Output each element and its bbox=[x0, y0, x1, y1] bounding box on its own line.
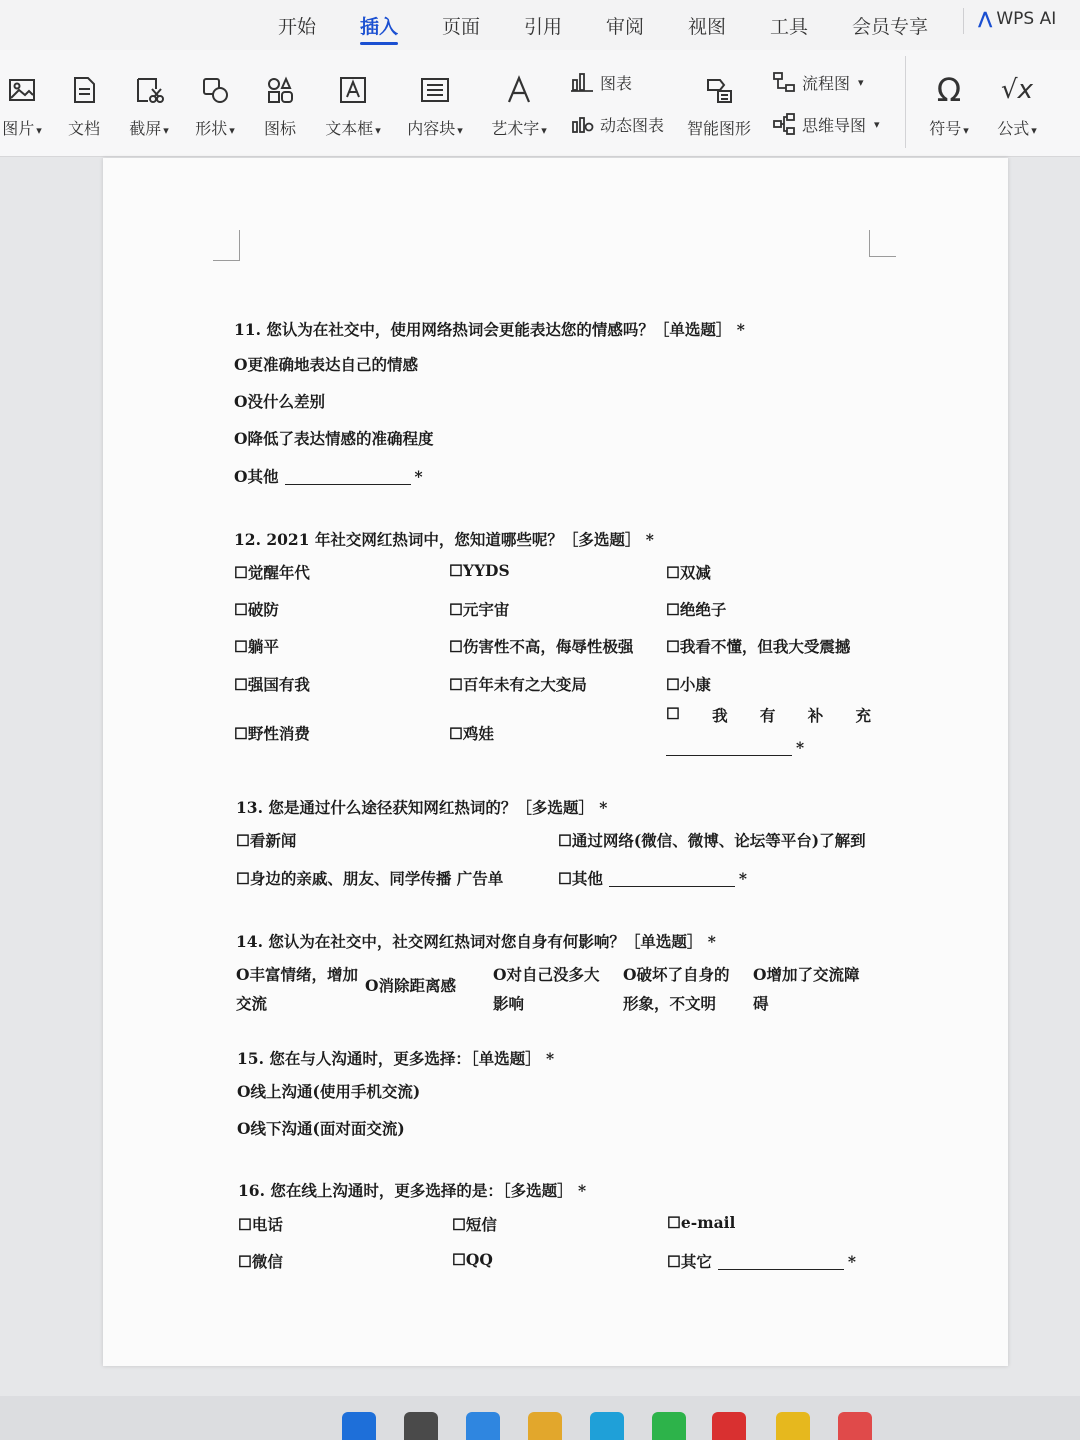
q12-option[interactable]: ☐野性消费 bbox=[234, 724, 310, 743]
q11-other-input[interactable] bbox=[285, 484, 411, 485]
q11-option-4-label: O其他 bbox=[234, 467, 279, 486]
q15-option-1[interactable]: O线上沟通(使用手机交流) bbox=[237, 1082, 421, 1101]
q15-option-2[interactable]: O线下沟通(面对面交流) bbox=[237, 1119, 405, 1138]
tab-home[interactable]: 开始 bbox=[278, 16, 317, 38]
q16-other-label: ☐其它 bbox=[667, 1252, 712, 1271]
q13-option[interactable]: ☐通过网络(微信、微博、论坛等平台)了解到 bbox=[558, 831, 866, 850]
q12-option[interactable]: ☐破防 bbox=[234, 600, 279, 619]
q14-option-3-line2: 影响 bbox=[493, 994, 525, 1013]
shape-label: 形状 bbox=[195, 119, 228, 138]
dynamic-chart-label: 动态图表 bbox=[600, 115, 665, 135]
taskbar bbox=[0, 1396, 1080, 1440]
q16-option[interactable]: ☐微信 bbox=[238, 1252, 283, 1271]
mindmap-label: 思维导图 bbox=[802, 115, 867, 135]
custom-char: 充 bbox=[855, 706, 871, 725]
required-star: * bbox=[796, 738, 805, 757]
shape-button[interactable]: 形状 ▾ bbox=[190, 74, 240, 139]
icon-label: 图标 bbox=[263, 119, 296, 138]
insert-toolbar bbox=[0, 50, 1080, 157]
picture-icon bbox=[6, 74, 38, 106]
wps-ai-logo-icon: ⋀ bbox=[978, 9, 993, 29]
q12-option[interactable]: ☐百年未有之大变局 bbox=[449, 675, 587, 694]
tab-review[interactable]: 审阅 bbox=[606, 16, 645, 38]
q13-option[interactable]: ☐看新闻 bbox=[236, 831, 297, 850]
tab-member[interactable]: 会员专享 bbox=[852, 16, 929, 38]
q14-option-3[interactable] bbox=[493, 960, 600, 1018]
required-star: * bbox=[738, 869, 748, 888]
custom-char: 我 bbox=[712, 706, 728, 725]
textbox-button[interactable]: 文本框 ▾ bbox=[320, 74, 386, 139]
mindmap-button[interactable]: 思维导图 ▾ bbox=[772, 112, 880, 136]
document-label: 文档 bbox=[67, 119, 100, 138]
content-block-label: 内容块 bbox=[407, 119, 456, 138]
question-14-title: 14. 您认为在社交中，社交网红热词对您自身有何影响？［单选题］ * bbox=[236, 932, 716, 951]
smart-graphic-button[interactable] bbox=[684, 74, 754, 139]
shape-icon bbox=[199, 74, 231, 106]
symbol-button[interactable]: Ω 符号 ▾ bbox=[929, 71, 969, 138]
question-12-title: 12. 2021 年社交网红热词中，您知道哪些呢？［多选题］ * bbox=[234, 530, 654, 549]
textbox-icon bbox=[337, 74, 369, 106]
q14-option-4-line2: 形象，不文明 bbox=[623, 994, 717, 1013]
screenshot-button[interactable]: 截屏 ▾ bbox=[124, 74, 174, 139]
q12-option[interactable]: ☐双减 bbox=[666, 563, 711, 582]
q12-option[interactable]: ☐小康 bbox=[666, 675, 711, 694]
wps-ai-button[interactable] bbox=[978, 9, 1056, 29]
q11-option-3[interactable]: O降低了表达情感的准确程度 bbox=[234, 429, 434, 448]
q13-other-label: ☐其他 bbox=[558, 869, 603, 888]
q14-option-3-line1: O对自己没多大 bbox=[493, 965, 600, 984]
q12-option[interactable]: ☐觉醒年代 bbox=[234, 563, 310, 582]
q14-option-1-line1: O丰富情绪，增加 bbox=[236, 965, 359, 984]
flowchart-label: 流程图 bbox=[802, 73, 851, 93]
tab-insert[interactable]: 插入 bbox=[360, 12, 398, 39]
tab-tools[interactable]: 工具 bbox=[770, 16, 809, 38]
formula-icon: √x bbox=[1001, 75, 1033, 105]
start-windows-icon[interactable] bbox=[342, 1412, 376, 1440]
tab-divider bbox=[963, 8, 964, 34]
dynamic-chart-icon bbox=[570, 112, 594, 136]
icon-button[interactable] bbox=[262, 74, 298, 139]
formula-button[interactable]: √x 公式 ▾ bbox=[997, 75, 1037, 138]
flowchart-button[interactable]: 流程图 ▾ bbox=[772, 70, 864, 94]
tab-page[interactable]: 页面 bbox=[442, 16, 481, 38]
question-15-title: 15. 您在与人沟通时，更多选择：［单选题］ * bbox=[237, 1049, 555, 1068]
q11-option-2[interactable]: O没什么差别 bbox=[234, 392, 326, 411]
q14-option-4-line1: O破坏了自身的 bbox=[623, 965, 730, 984]
q12-option[interactable]: ☐躺平 bbox=[234, 637, 279, 656]
q16-option[interactable]: ☐QQ bbox=[452, 1250, 493, 1269]
omega-icon: Ω bbox=[936, 71, 962, 109]
formula-label: 公式 bbox=[997, 119, 1030, 138]
q12-custom-option[interactable] bbox=[666, 704, 871, 726]
screenshot-label: 截屏 bbox=[129, 119, 162, 138]
document-page[interactable] bbox=[103, 158, 1008, 1366]
q14-option-1-line2: 交流 bbox=[236, 994, 268, 1013]
chart-label: 图表 bbox=[600, 73, 633, 93]
question-11-title: 11. 您认为在社交中，使用网络热词会更能表达您的情感吗？［单选题］ * bbox=[234, 320, 745, 339]
document-button[interactable] bbox=[64, 74, 104, 139]
wps-office-icon[interactable] bbox=[712, 1412, 746, 1440]
q12-option[interactable]: ☐绝绝子 bbox=[666, 600, 727, 619]
mindmap-icon bbox=[772, 112, 796, 136]
checkbox-glyph: ☐ bbox=[666, 704, 680, 723]
textbox-label: 文本框 bbox=[325, 119, 374, 138]
wps-ai-label: WPS AI bbox=[996, 9, 1057, 29]
q11-option-1[interactable]: O更准确地表达自己的情感 bbox=[234, 355, 419, 374]
page-corner-mark-right bbox=[869, 230, 896, 257]
q16-option-other[interactable] bbox=[667, 1250, 856, 1272]
scissors-icon bbox=[133, 74, 165, 106]
file-explorer-icon[interactable] bbox=[528, 1412, 562, 1440]
app-icon[interactable] bbox=[776, 1412, 810, 1440]
app-icon[interactable] bbox=[652, 1412, 686, 1440]
tab-view[interactable]: 视图 bbox=[688, 16, 727, 38]
art-text-button[interactable]: 艺术字 ▾ bbox=[486, 74, 552, 139]
art-text-label: 艺术字 bbox=[491, 119, 540, 138]
toolbar-divider bbox=[905, 56, 906, 148]
q12-option[interactable]: ☐元宇宙 bbox=[449, 600, 510, 619]
q14-option-5-line2: 碍 bbox=[753, 994, 769, 1013]
custom-char: 有 bbox=[759, 706, 776, 725]
ribbon-tab-bar bbox=[0, 0, 1080, 50]
q12-option[interactable]: ☐鸡娃 bbox=[449, 724, 494, 743]
q13-option-other[interactable] bbox=[558, 867, 747, 889]
custom-char: 补 bbox=[807, 706, 824, 725]
q14-option-1[interactable] bbox=[236, 960, 358, 1018]
q13-other-input[interactable] bbox=[609, 886, 735, 887]
q14-option-4[interactable] bbox=[623, 960, 730, 1018]
app-icon[interactable] bbox=[466, 1412, 500, 1440]
required-star: * bbox=[414, 467, 423, 486]
content-block-button[interactable]: 内容块 ▾ bbox=[402, 74, 468, 139]
wechat-icon[interactable] bbox=[838, 1412, 872, 1440]
q16-option[interactable]: ☐电话 bbox=[238, 1215, 283, 1234]
q12-custom-input[interactable] bbox=[666, 755, 792, 756]
required-star: * bbox=[847, 1252, 857, 1271]
question-13-title: 13. 您是通过什么途径获知网红热词的？［多选题］ * bbox=[236, 798, 608, 817]
edge-browser-icon[interactable] bbox=[590, 1412, 624, 1440]
tab-references[interactable]: 引用 bbox=[524, 16, 563, 38]
picture-label: 图片 bbox=[2, 119, 35, 138]
q16-option[interactable]: ☐e-mail bbox=[667, 1213, 736, 1232]
smart-graphic-label: 智能图形 bbox=[686, 119, 751, 138]
document-icon bbox=[68, 74, 100, 106]
bar-chart-icon bbox=[570, 70, 594, 94]
q12-option[interactable]: ☐YYDS bbox=[449, 561, 510, 580]
q16-other-input[interactable] bbox=[718, 1269, 844, 1270]
page-corner-mark-left bbox=[213, 230, 240, 261]
q12-option[interactable]: ☐强国有我 bbox=[234, 675, 310, 694]
q14-option-5[interactable] bbox=[753, 960, 860, 1018]
flowchart-icon bbox=[772, 70, 796, 94]
art-text-icon bbox=[503, 74, 535, 106]
q16-option[interactable]: ☐短信 bbox=[452, 1215, 497, 1234]
q11-option-4[interactable] bbox=[234, 465, 423, 487]
icons-grid-icon bbox=[264, 74, 296, 106]
q14-option-5-line1: O增加了交流障 bbox=[753, 965, 860, 984]
task-view-icon[interactable] bbox=[404, 1412, 438, 1440]
smart-graphic-icon bbox=[703, 74, 735, 106]
content-block-icon bbox=[419, 74, 451, 106]
q14-option-2[interactable]: O消除距离感 bbox=[365, 976, 457, 995]
picture-button[interactable]: 图片 ▾ bbox=[0, 74, 44, 139]
q12-option[interactable]: ☐我看不懂，但我大受震撼 bbox=[666, 637, 851, 656]
q13-option[interactable]: ☐身边的亲戚、朋友、同学传播 广告单 bbox=[236, 869, 504, 888]
q12-custom-line[interactable] bbox=[666, 738, 804, 757]
chart-button[interactable] bbox=[570, 70, 632, 94]
q12-option[interactable]: ☐伤害性不高，侮辱性极强 bbox=[449, 637, 634, 656]
symbol-label: 符号 bbox=[929, 119, 962, 138]
dynamic-chart-button[interactable] bbox=[570, 112, 664, 136]
question-16-title: 16. 您在线上沟通时，更多选择的是：［多选题］ * bbox=[238, 1181, 587, 1200]
